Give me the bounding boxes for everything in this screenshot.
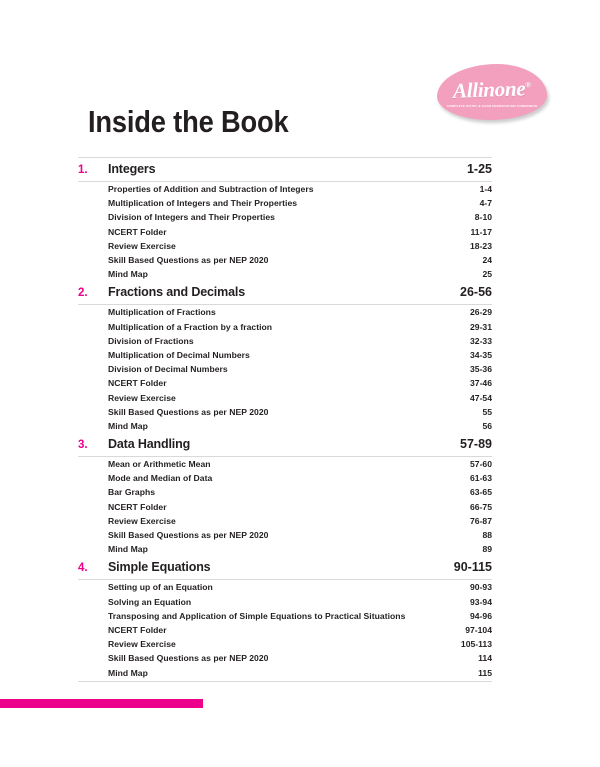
chapter-heading-row[interactable] [78, 158, 492, 182]
topic-title: Mind Map [108, 667, 148, 678]
chapter-page-range: 90-115 [453, 560, 492, 575]
topic-page-range: 105-113 [460, 639, 492, 650]
logo-registered-mark: ® [524, 80, 531, 90]
topic-row[interactable] [78, 595, 492, 609]
topic-title: Transposing and Application of Simple Equations to Practical Situations [108, 610, 406, 621]
toc-body [78, 158, 492, 681]
topic-page-range: 25 [482, 269, 492, 280]
topic-page-range: 57-60 [470, 459, 492, 470]
chapter-page-range: 1-25 [466, 162, 492, 176]
topic-page-range: 8-10 [474, 212, 492, 223]
topic-page-range: 35-36 [470, 364, 492, 375]
topic-row[interactable] [78, 514, 492, 528]
topic-title: Properties of Addition and Subtraction of Integers [108, 184, 314, 195]
topic-row[interactable] [78, 623, 492, 637]
topic-title: Skill Based Questions as per NEP 2020 [108, 653, 269, 664]
topic-title: Multiplication of Fractions [108, 307, 216, 318]
topic-title: Review Exercise [108, 515, 176, 526]
topic-title: Division of Fractions [108, 335, 194, 346]
topic-title: Mode and Median of Data [108, 473, 213, 484]
topic-page-range: 55 [482, 406, 492, 417]
topic-page-range: 11-17 [470, 226, 492, 237]
topic-row[interactable] [78, 471, 492, 485]
topic-row[interactable] [78, 485, 492, 499]
topic-row[interactable] [78, 267, 492, 281]
topic-row[interactable] [78, 500, 492, 514]
topic-row[interactable] [78, 182, 492, 196]
topic-row[interactable] [78, 225, 492, 239]
topic-title: Review Exercise [108, 392, 176, 403]
topic-page-range: 61-63 [470, 473, 492, 484]
bottom-accent-bar [0, 699, 203, 708]
chapter-page-range: 57-89 [460, 437, 492, 451]
topic-row[interactable] [78, 609, 492, 623]
topic-title: Mind Map [108, 269, 148, 280]
topic-page-range: 94-96 [470, 610, 492, 621]
topic-row[interactable] [78, 580, 492, 594]
chapter-title: Integers [108, 162, 156, 176]
topic-title: Review Exercise [108, 240, 176, 251]
logo-word-all: All [452, 78, 479, 103]
topic-page-range: 37-46 [470, 378, 492, 389]
topic-title: Mind Map [108, 420, 148, 431]
topic-page-range: 29-31 [470, 321, 492, 332]
topic-row[interactable] [78, 405, 492, 419]
chapter-block [78, 556, 492, 680]
chapter-number: 1. [78, 164, 88, 176]
topic-title: Multiplication of a Fraction by a fraction [108, 321, 273, 332]
topic-page-range: 34-35 [470, 349, 492, 360]
topic-row[interactable] [78, 457, 492, 471]
topic-title: NCERT Folder [108, 226, 167, 237]
allinone-logo [437, 64, 547, 120]
topic-title: Skill Based Questions as per NEP 2020 [108, 530, 269, 541]
topic-title: NCERT Folder [108, 501, 167, 512]
topic-row[interactable] [78, 210, 492, 224]
page-title: Inside the Book [88, 104, 289, 139]
topic-title: Mind Map [108, 544, 148, 555]
chapter-heading-row[interactable] [78, 556, 492, 580]
chapter-title: Fractions and Decimals [108, 285, 246, 300]
topic-title: Setting up of an Equation [108, 582, 213, 593]
topic-title: NCERT Folder [108, 378, 167, 389]
topic-page-range: 66-75 [470, 501, 492, 512]
topic-page-range: 90-93 [470, 582, 492, 593]
topic-page-range: 4-7 [479, 198, 492, 209]
topic-row[interactable] [78, 637, 492, 651]
topic-page-range: 18-23 [470, 240, 492, 251]
chapter-block [78, 433, 492, 556]
topic-page-range: 1-4 [479, 184, 492, 195]
topic-row[interactable] [78, 239, 492, 253]
topic-page-range: 88 [482, 530, 492, 541]
topic-row[interactable] [78, 651, 492, 665]
chapter-heading-row[interactable] [78, 433, 492, 457]
topic-row[interactable] [78, 362, 492, 376]
chapter-page-range: 26-56 [460, 285, 492, 300]
topic-title: Skill Based Questions as per NEP 2020 [108, 255, 269, 266]
logo-wordmark [453, 76, 532, 104]
topic-row[interactable] [78, 665, 492, 680]
topic-row[interactable] [78, 334, 492, 348]
topic-page-range: 63-65 [470, 487, 492, 498]
chapter-block [78, 158, 492, 281]
topic-row[interactable] [78, 542, 492, 556]
chapter-title: Simple Equations [108, 560, 211, 575]
topic-row[interactable] [78, 528, 492, 542]
logo-word-one: one [494, 76, 526, 102]
topic-page-range: 76-87 [470, 515, 492, 526]
topic-page-range: 97-104 [465, 624, 492, 635]
topic-page-range: 114 [478, 653, 492, 664]
topic-row[interactable] [78, 376, 492, 390]
topic-page-range: 93-94 [470, 596, 492, 607]
topic-row[interactable] [78, 419, 492, 433]
topic-title: Mean or Arithmetic Mean [108, 459, 211, 470]
chapter-number: 3. [78, 439, 88, 451]
topic-title: Division of Decimal Numbers [108, 364, 228, 375]
topic-title: Multiplication of Integers and Their Properties [108, 198, 298, 209]
topic-page-range: 115 [478, 667, 492, 678]
topic-title: Multiplication of Decimal Numbers [108, 349, 250, 360]
chapter-number: 2. [78, 287, 88, 300]
topic-page-range: 32-33 [470, 335, 492, 346]
topic-row[interactable] [78, 320, 492, 334]
topic-row[interactable] [78, 196, 492, 210]
topic-title: Bar Graphs [108, 487, 156, 498]
topic-page-range: 47-54 [470, 392, 492, 403]
topic-row[interactable] [78, 305, 492, 319]
chapter-heading-row[interactable] [78, 281, 492, 305]
topic-page-range: 89 [482, 544, 492, 555]
topic-page-range: 26-29 [470, 307, 492, 318]
topic-title: Solving an Equation [108, 596, 192, 607]
topic-row[interactable] [78, 348, 492, 362]
logo-word-in: in [477, 77, 496, 102]
topic-title: Skill Based Questions as per NEP 2020 [108, 406, 269, 417]
toc-bottom-rule [78, 681, 492, 682]
chapter-number: 4. [78, 562, 88, 575]
topic-title: Review Exercise [108, 639, 176, 650]
topic-title: Division of Integers and Their Properties [108, 212, 275, 223]
table-of-contents [78, 157, 492, 682]
logo-tagline: COMPLETE STUDY & EXAM PREPARATION COMPANION [446, 104, 538, 108]
topic-page-range: 24 [482, 255, 492, 266]
topic-row[interactable] [78, 390, 492, 404]
topic-title: NCERT Folder [108, 624, 167, 635]
chapter-title: Data Handling [108, 437, 191, 451]
chapter-block [78, 281, 492, 433]
topic-row[interactable] [78, 253, 492, 267]
topic-page-range: 56 [482, 420, 492, 431]
